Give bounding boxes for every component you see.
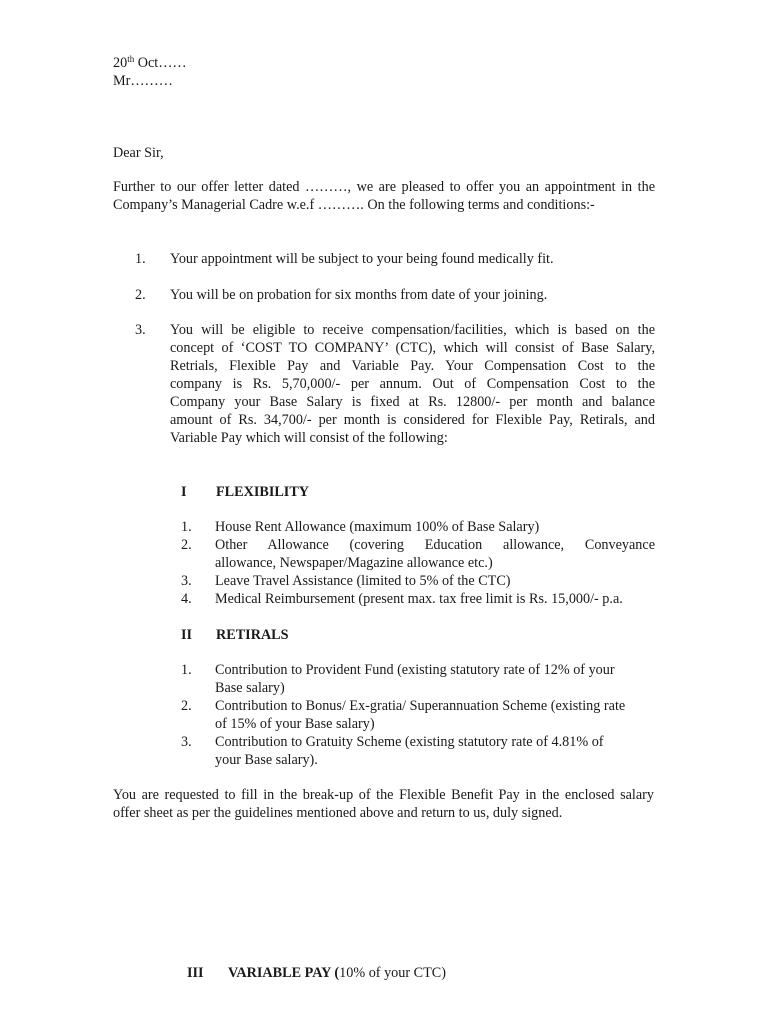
term-text: Your appointment will be subject to your being found medically fit. — [170, 251, 554, 267]
item-text: Contribution to Provident Fund (existing statutory rate of 12% of your — [215, 662, 615, 678]
term-text: You will be eligible to receive compensation/facilities, which is based on the — [170, 322, 655, 338]
section-roman: I — [181, 484, 187, 500]
term-number: 1. — [135, 251, 146, 267]
closing-line-1: You are requested to fill in the break-up of the Flexible Benefit Pay in the enclosed salary — [113, 787, 654, 803]
item-text: allowance, Newspaper/Magazine allowance etc.) — [215, 555, 493, 571]
item-number: 2. — [181, 537, 192, 553]
term-number: 3. — [135, 322, 146, 338]
item-number: 1. — [181, 519, 192, 535]
salutation: Dear Sir, — [113, 145, 164, 161]
item-text: Contribution to Gratuity Scheme (existing statutory rate of 4.81% of — [215, 734, 604, 750]
item-text: Base salary) — [215, 680, 285, 696]
term-text: Variable Pay which will consist of the following: — [170, 430, 448, 446]
item-text: your Base salary). — [215, 752, 318, 768]
addressee: Mr……… — [113, 73, 173, 89]
item-text: Contribution to Bonus/ Ex-gratia/ Superannuation Scheme (existing rate — [215, 698, 626, 714]
section-title: RETIRALS — [216, 627, 289, 643]
item-number: 4. — [181, 591, 192, 607]
item-text: Medical Reimbursement (present max. tax free limit is Rs. 15,000/- p.a. — [215, 591, 623, 607]
term-text: amount of Rs. 34,700/- per month is considered for Flexible Pay, Retirals, and — [170, 412, 655, 428]
intro-line-2: Company’s Managerial Cadre w.e.f ………. On the following terms and conditions:- — [113, 197, 595, 213]
item-number: 2. — [181, 698, 192, 714]
term-text: Company your Base Salary is fixed at Rs. 12800/- per month and balance — [170, 394, 655, 410]
item-number: 3. — [181, 573, 192, 589]
section-roman: II — [181, 627, 193, 643]
section-title: VARIABLE PAY (10% of your CTC) — [228, 965, 446, 981]
item-text: House Rent Allowance (maximum 100% of Base Salary) — [215, 519, 540, 535]
closing-line-2: offer sheet as per the guidelines mentioned above and return to us, duly signed. — [113, 805, 563, 821]
term-number: 2. — [135, 287, 146, 303]
term-text: company is Rs. 5,70,000/- per annum. Out of Compensation Cost to the — [170, 376, 655, 392]
section-title: FLEXIBILITY — [216, 484, 310, 500]
letter-date: 20th Oct…… — [113, 54, 187, 71]
term-text: concept of ‘COST TO COMPANY’ (CTC), which will consist of Base Salary, — [170, 340, 655, 356]
item-text: Leave Travel Assistance (limited to 5% of the CTC) — [215, 573, 511, 589]
term-text: You will be on probation for six months from date of your joining. — [170, 287, 548, 303]
section-roman: III — [187, 965, 204, 981]
term-text: Retrials, Flexible Pay and Variable Pay. Your Compensation Cost to the — [170, 358, 655, 374]
item-number: 1. — [181, 662, 192, 678]
item-number: 3. — [181, 734, 192, 750]
item-text: of 15% of your Base salary) — [215, 716, 375, 732]
intro-line-1: Further to our offer letter dated ………, we are pleased to offer you an appointment in the — [113, 179, 655, 195]
item-text: Other Allowance (covering Education allowance, Conveyance — [215, 537, 655, 553]
